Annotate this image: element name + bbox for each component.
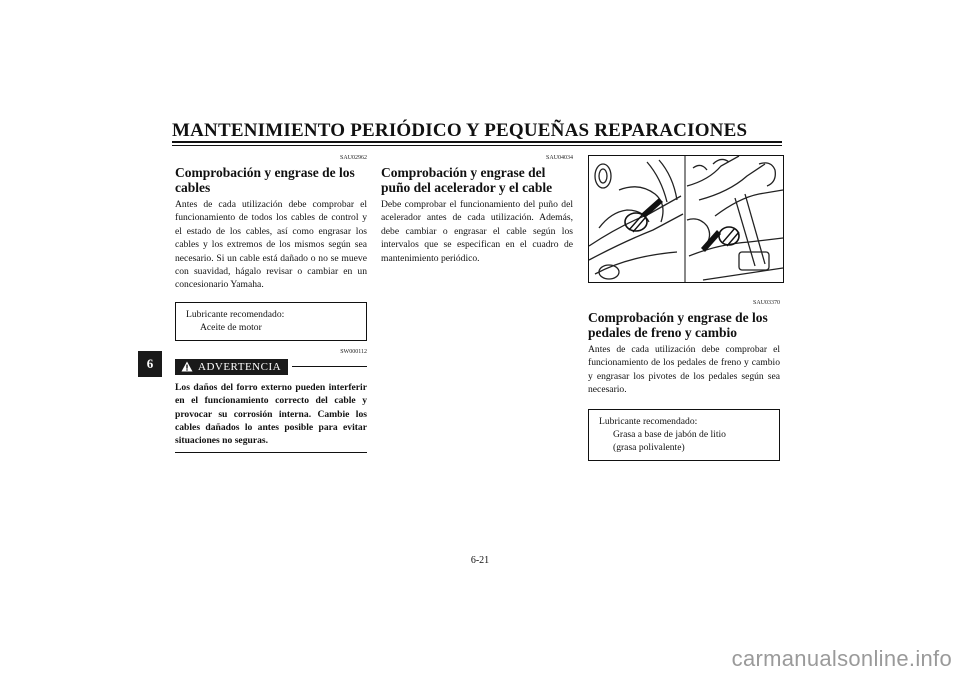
page-number: 6-21 bbox=[470, 555, 490, 566]
warning-code: SW000112 bbox=[340, 348, 367, 355]
chapter-tab: 6 bbox=[138, 351, 162, 377]
column-throttle bbox=[381, 155, 573, 265]
lubricant-value: Grasa a base de jabón de litio bbox=[613, 428, 726, 440]
section-body-cables: Antes de cada utilización debe comprobar el funcionamiento de todos los cables de control y el estado de los cables, así como engrasar los cables y los extremos de los mismos según sea necesario. Si un cable está dañado o no se mueve con suavidad, hágalo revisar o cambiar en un concesionario Yamaha. bbox=[175, 199, 367, 291]
header-rule bbox=[172, 141, 782, 143]
page-title: MANTENIMIENTO PERIÓDICO Y PEQUEÑAS REPARACIONES bbox=[172, 120, 748, 141]
warning-label: ADVERTENCIA bbox=[198, 360, 282, 373]
column-cables bbox=[175, 155, 367, 453]
lubrication-illustration bbox=[588, 155, 784, 283]
section-code: SAU04034 bbox=[545, 155, 573, 161]
header-rule-thin bbox=[172, 145, 782, 146]
column-pedals bbox=[588, 300, 780, 461]
section-code: SAU03370 bbox=[752, 300, 780, 306]
warning-text: Los daños del forro externo pueden interferir en el funcionamiento correcto del cable y provocar su corrosión interna. Cambie los cables dañados lo antes posible para evitar situaciones no seguras. bbox=[175, 381, 367, 447]
oil-can-icon bbox=[701, 227, 739, 252]
lubricant-box-cables bbox=[175, 302, 367, 341]
section-code: SAU02962 bbox=[339, 155, 367, 161]
lubricant-box-pedals bbox=[588, 409, 780, 461]
lubricant-label: Lubricante recomendado: bbox=[186, 308, 285, 320]
section-body-pedals: Antes de cada utilización debe comprobar el funcionamiento de los pedales de freno y cambio y engrasar los pivotes de los pedales según sea necesario. bbox=[588, 344, 780, 396]
warning-rule bbox=[292, 366, 367, 367]
lubricant-value-note: (grasa polivalente) bbox=[613, 441, 685, 453]
illustration-drawing bbox=[589, 156, 783, 282]
oil-can-icon bbox=[625, 198, 663, 232]
watermark: carmanualsonline.info bbox=[731, 646, 952, 671]
warning-end-rule bbox=[175, 452, 367, 453]
warning-header bbox=[175, 359, 367, 375]
section-body-throttle: Debe comprobar el funcionamiento del puño del acelerador antes de cada utilización. Además, debe cambiar o engrasar el cable según los intervalos que se especifican en el cuadro de mantenimiento periódico. bbox=[381, 199, 573, 264]
section-title-cables: Comprobación y engrase de los cables bbox=[175, 165, 355, 195]
lubricant-label: Lubricante recomendado: bbox=[599, 415, 698, 427]
warning-badge bbox=[175, 359, 288, 375]
section-title-pedals: Comprobación y engrase de los pedales de freno y cambio bbox=[588, 310, 768, 340]
warning-triangle-icon bbox=[181, 361, 193, 372]
section-title-throttle: Comprobación y engrase del puño del acelerador y el cable bbox=[381, 165, 553, 195]
lubricant-value: Aceite de motor bbox=[200, 321, 262, 333]
